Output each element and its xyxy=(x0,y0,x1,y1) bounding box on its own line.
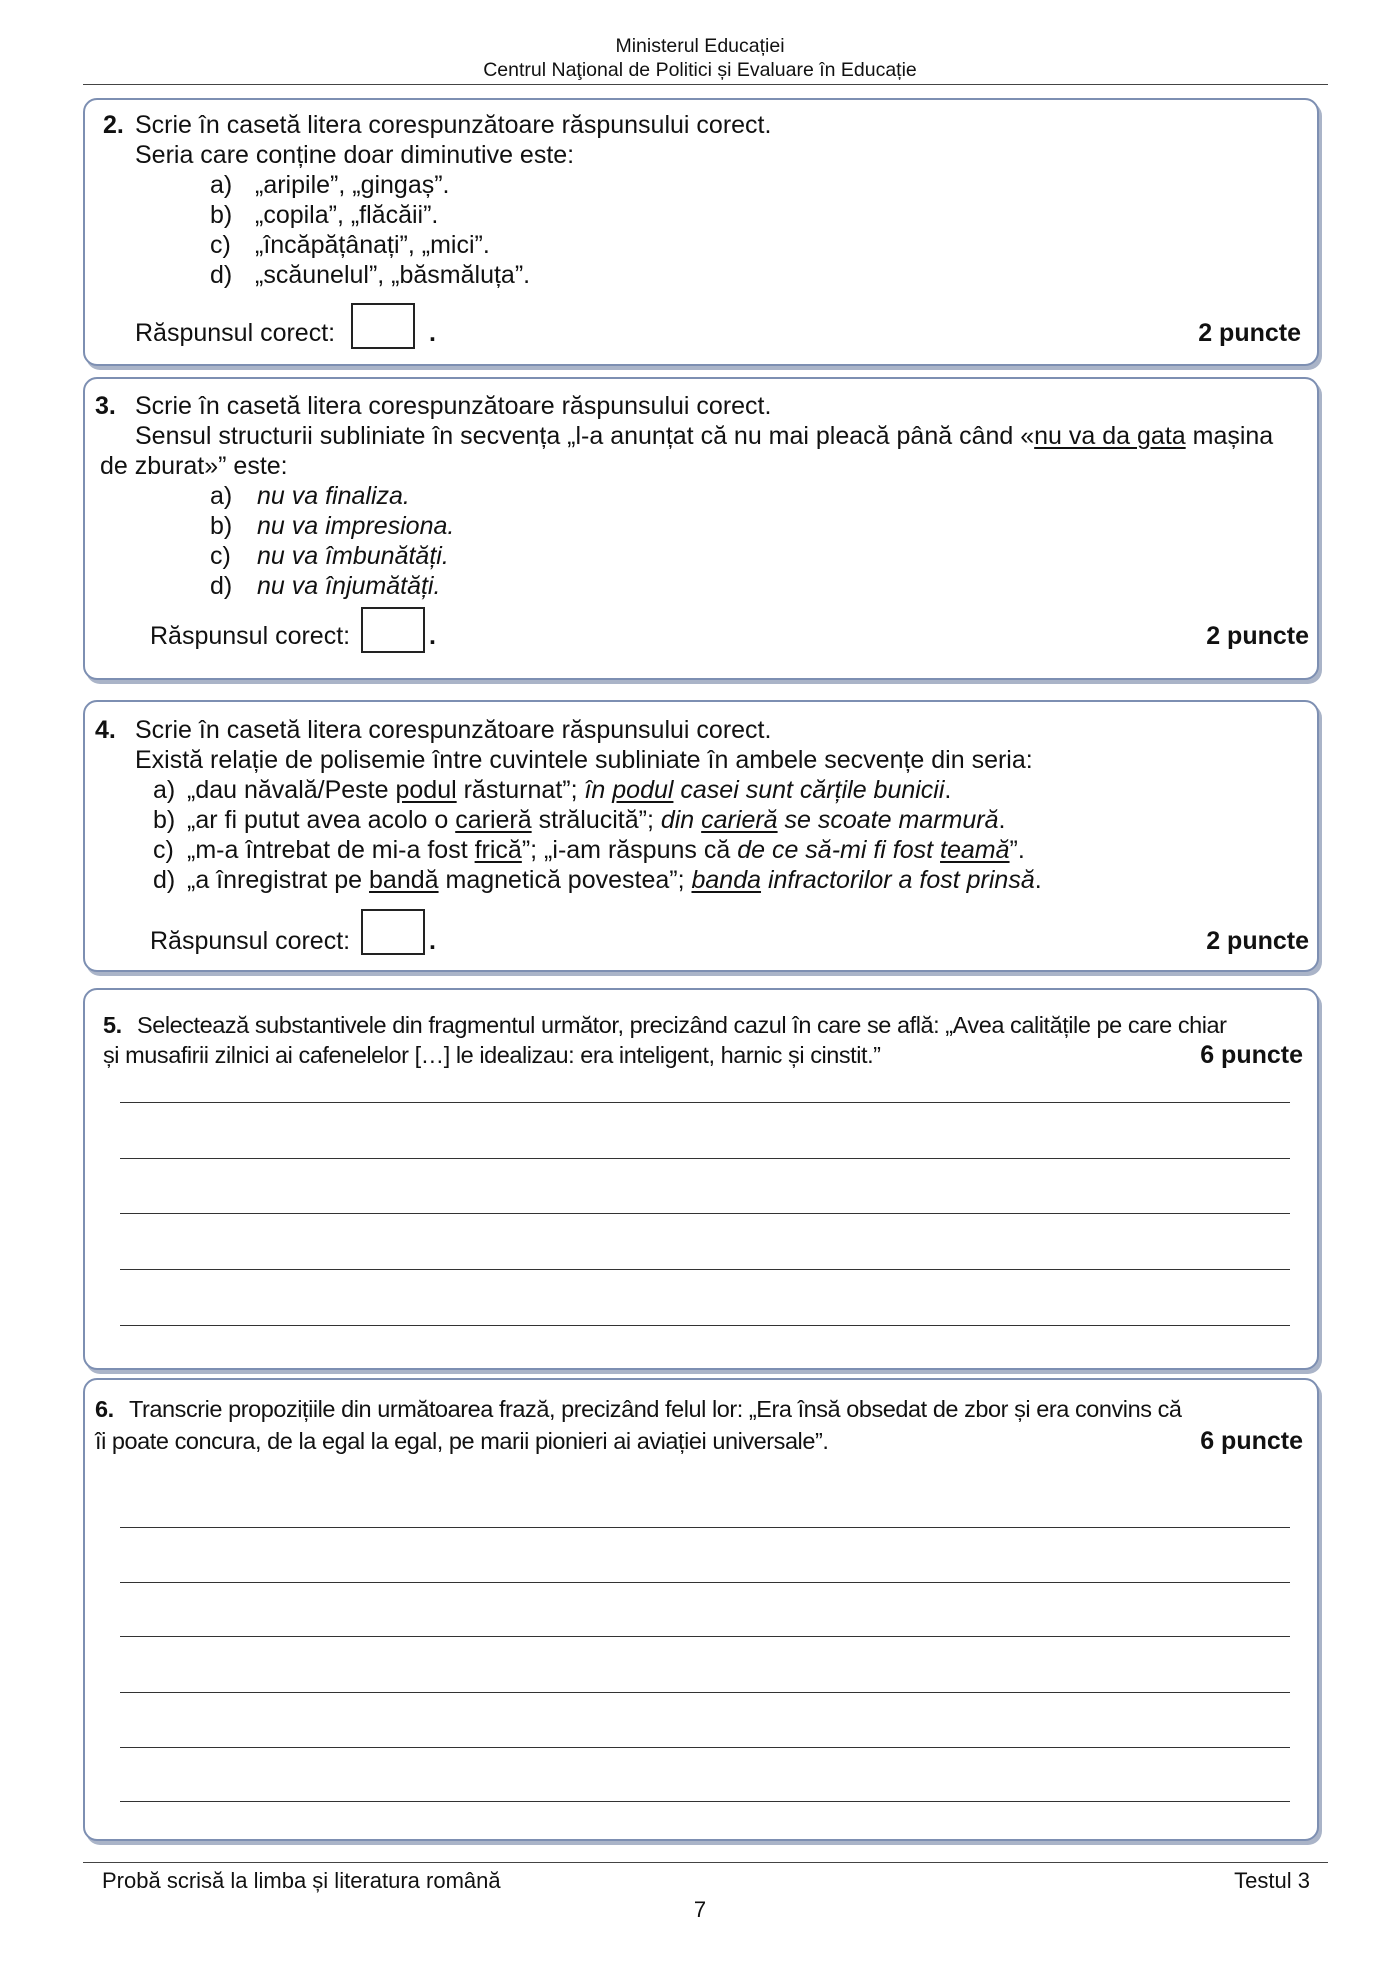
option-letter: d) xyxy=(153,866,176,894)
question-number: 5. xyxy=(103,1012,122,1038)
question-number: 2. xyxy=(103,111,124,139)
points-label: 2 puncte xyxy=(1198,319,1301,347)
option-letter: c) xyxy=(153,836,174,864)
writing-line[interactable] xyxy=(120,1582,1290,1583)
option-c-text: nu va îmbunătăți. xyxy=(257,542,449,570)
answer-box[interactable] xyxy=(361,607,425,653)
option-a-text: nu va finaliza. xyxy=(257,482,410,510)
points-label: 6 puncte xyxy=(1200,1041,1303,1069)
answer-label: Răspunsul corect: xyxy=(135,319,336,347)
option-text: ”; „i-am răspuns că xyxy=(521,836,738,864)
option-b-text: „copila”, „flăcăii”. xyxy=(255,201,439,229)
writing-line[interactable] xyxy=(120,1158,1290,1159)
writing-line[interactable] xyxy=(120,1636,1290,1637)
option-text: magnetică povestea”; xyxy=(438,866,692,894)
question-prompt: Seria care conține doar diminutive este: xyxy=(135,141,575,169)
option-letter: c) xyxy=(210,231,231,259)
option-letter: c) xyxy=(210,542,231,570)
points-label: 2 puncte xyxy=(1206,622,1309,650)
underlined-word: podul xyxy=(612,776,674,804)
option-text: „dau năvală/Peste xyxy=(187,776,396,804)
option-letter: a) xyxy=(210,482,233,510)
option-d-text: nu va înjumătăți. xyxy=(257,572,441,600)
italic-text: infractorilor a fost prinsă xyxy=(761,866,1035,894)
writing-line[interactable] xyxy=(120,1325,1290,1326)
question-number: 6. xyxy=(95,1396,114,1422)
question-5-box xyxy=(83,988,1319,1370)
option-text: răsturnat”; xyxy=(456,776,585,804)
option-d-text xyxy=(187,865,1042,895)
header-center: Centrul Naţional de Politici și Evaluare în Educație xyxy=(483,59,917,81)
question-4-box xyxy=(83,700,1319,972)
italic-text: casei sunt cărțile bunicii xyxy=(673,776,945,804)
option-letter: b) xyxy=(210,201,233,229)
question-3-box xyxy=(83,377,1319,680)
writing-line[interactable] xyxy=(120,1213,1290,1214)
question-2-box xyxy=(83,98,1319,366)
points-label: 2 puncte xyxy=(1206,927,1309,955)
option-a-text xyxy=(187,775,951,805)
answer-dot: . xyxy=(429,622,436,650)
header-ministry: Ministerul Educației xyxy=(615,35,785,57)
option-c-text xyxy=(187,835,1025,865)
answer-box[interactable] xyxy=(351,303,415,349)
underlined-word: teamă xyxy=(940,836,1010,864)
writing-line[interactable] xyxy=(120,1527,1290,1528)
italic-text: în xyxy=(584,776,613,804)
question-instruction: Scrie în casetă litera corespunzătoare răspunsului corect. xyxy=(135,716,772,744)
prompt-text: mașina xyxy=(1185,422,1274,450)
footer-subject: Probă scrisă la limba și literatura română xyxy=(102,1868,501,1893)
option-end: ”. xyxy=(1009,836,1025,864)
italic-text: din xyxy=(660,806,702,834)
writing-line[interactable] xyxy=(120,1801,1290,1802)
option-c-text: „încăpățânați”, „mici”. xyxy=(255,231,490,259)
option-letter: d) xyxy=(210,261,233,289)
writing-line[interactable] xyxy=(120,1102,1290,1103)
underlined-word: frică xyxy=(474,836,522,864)
question-6-box xyxy=(83,1378,1319,1841)
option-b-text: nu va impresiona. xyxy=(257,512,455,540)
option-d-text: „scăunelul”, „băsmăluța”. xyxy=(255,261,531,289)
option-text: „ar fi putut avea acolo o xyxy=(187,806,456,834)
underlined-word: bandă xyxy=(369,866,439,894)
option-end: . xyxy=(944,776,952,804)
footer-test-number: Testul 3 xyxy=(1234,1868,1310,1893)
writing-line[interactable] xyxy=(120,1747,1290,1748)
answer-dot: . xyxy=(429,319,436,347)
option-b-text xyxy=(187,805,1005,835)
option-text: „m-a întrebat de mi-a fost xyxy=(187,836,475,864)
question-text-line2: și musafirii zilnici ai cafenelelor […] le idealizau: era inteligent, harnic și cinstit.” xyxy=(103,1042,881,1068)
question-text: Transcrie propozițiile din următoarea frază, precizând felul lor: „Era însă obsedat de zbor și era convins că xyxy=(129,1396,1182,1422)
question-number: 3. xyxy=(95,392,116,420)
option-text: strălucită”; xyxy=(531,806,661,834)
question-prompt xyxy=(135,421,1273,451)
question-prompt: Există relație de polisemie între cuvintele subliniate în ambele secvențe din seria: xyxy=(135,746,1033,774)
page-header xyxy=(0,34,1400,82)
header-rule xyxy=(83,84,1328,85)
footer-rule xyxy=(83,1862,1328,1863)
question-number: 4. xyxy=(95,716,116,744)
answer-dot: . xyxy=(429,927,436,955)
option-end: . xyxy=(1034,866,1042,894)
underlined-structure: nu va da gata xyxy=(1034,422,1186,450)
option-letter: d) xyxy=(210,572,233,600)
option-end: . xyxy=(998,806,1006,834)
answer-label: Răspunsul corect: xyxy=(150,927,351,955)
underlined-word: banda xyxy=(691,866,762,894)
writing-line[interactable] xyxy=(120,1269,1290,1270)
prompt-text: Sensul structurii subliniate în secvența „l-a anunțat că nu mai pleacă până când « xyxy=(135,422,1035,450)
question-instruction: Scrie în casetă litera corespunzătoare răspunsului corect. xyxy=(135,111,772,139)
question-text: Selectează substantivele din fragmentul următor, precizând cazul în care se află: „Avea calitățile pe care chiar xyxy=(137,1012,1227,1038)
answer-box[interactable] xyxy=(361,909,425,955)
question-text-line2: îi poate concura, de la egal la egal, pe marii pionieri ai aviației universale”. xyxy=(95,1428,829,1454)
option-a-text: „aripile”, „gingaș”. xyxy=(255,171,450,199)
underlined-word: carieră xyxy=(701,806,778,834)
italic-text: se scoate marmură xyxy=(777,806,999,834)
writing-line[interactable] xyxy=(120,1692,1290,1693)
italic-text: de ce să-mi fi fost xyxy=(737,836,941,864)
question-instruction: Scrie în casetă litera corespunzătoare răspunsului corect. xyxy=(135,392,772,420)
option-letter: b) xyxy=(210,512,233,540)
question-prompt-line2: de zburat»” este: xyxy=(100,452,288,480)
option-letter: a) xyxy=(153,776,176,804)
page-number: 7 xyxy=(693,1897,707,1922)
underlined-word: podul xyxy=(395,776,457,804)
points-label: 6 puncte xyxy=(1200,1427,1303,1455)
option-letter: a) xyxy=(210,171,233,199)
underlined-word: carieră xyxy=(455,806,532,834)
option-text: „a înregistrat pe xyxy=(187,866,370,894)
option-letter: b) xyxy=(153,806,176,834)
answer-label: Răspunsul corect: xyxy=(150,622,351,650)
